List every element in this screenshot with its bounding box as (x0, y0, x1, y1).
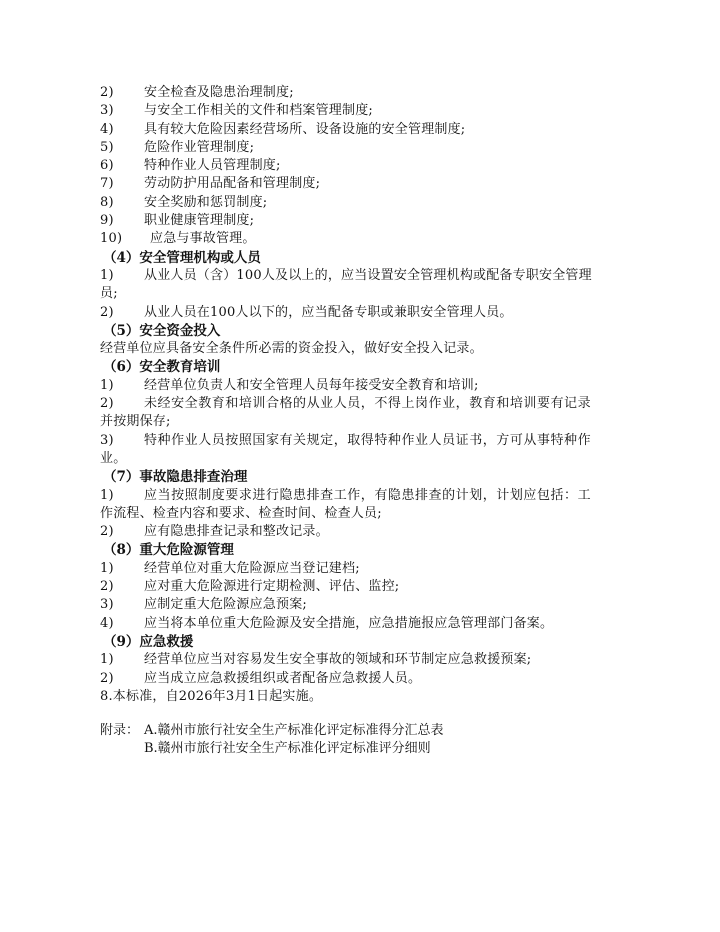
list-item (100, 395, 628, 413)
list-item (100, 121, 628, 139)
list-text: 劳动防护用品配备和管理制度; (144, 176, 321, 192)
list-text-continued: 并按期保存; (100, 414, 171, 430)
list-text: 经营单位应当对容易发生安全事故的领域和环节制定应急救援预案; (144, 652, 532, 668)
list-number: 2) (100, 396, 114, 412)
spacer (100, 706, 628, 722)
list-text: 应当成立应急救援组织或者配备应急救援人员。 (144, 670, 422, 686)
list-text: 特种作业人员管理制度; (144, 158, 281, 174)
list-text: 应有隐患排查记录和整改记录。 (144, 524, 329, 540)
list-text: 应急与事故管理。 (150, 231, 256, 247)
list-number: 1) (100, 267, 114, 283)
section-heading: （4）安全管理机构或人员 (103, 249, 261, 266)
list-text: 具有较大危险因素经营场所、设备设施的安全管理制度; (144, 121, 466, 137)
list-item (100, 670, 628, 688)
section-heading: （6）安全教育培训 (103, 359, 221, 376)
appendix-item-b: B.赣州市旅行社安全生产标准化评定标准评分细则 (144, 741, 431, 757)
effective-date-clause: 8.本标准，自2026年3月1日起实施。 (100, 688, 323, 704)
list-number: 2) (100, 670, 114, 686)
list-item (100, 523, 628, 541)
list-text: 特种作业人员按照国家有关规定，取得特种作业人员证书，方可从事特种作 (144, 432, 592, 448)
list-text: 未经安全教育和培训合格的从业人员，不得上岗作业，教育和培训要有记录 (144, 396, 592, 412)
list-text: 危险作业管理制度; (144, 139, 255, 155)
list-item (100, 267, 628, 285)
list-item (100, 615, 628, 633)
list-item (100, 487, 628, 505)
list-text-continued: 业。 (100, 450, 127, 466)
list-text-continued: 员; (100, 286, 118, 302)
list-number: 1) (100, 487, 114, 503)
list-text: 应制定重大危险源应急预案; (144, 597, 307, 613)
list-text-continued: 作流程、检查内容和要求、检查时间、检查人员; (100, 505, 382, 521)
list-number: 9) (100, 213, 114, 229)
list-text: 经营单位负责人和安全管理人员每年接受安全教育和培训; (144, 377, 479, 393)
section-heading: （7）事故隐患排查治理 (103, 469, 248, 486)
appendix-item-a: A.赣州市旅行社安全生产标准化评定标准得分汇总表 (144, 723, 444, 739)
list-item (100, 175, 628, 193)
list-number: 3) (100, 597, 114, 613)
section-heading: （9）应急救援 (103, 633, 194, 650)
list-text: 应当将本单位重大危险源及安全措施，应急措施报应急管理部门备案。 (144, 615, 554, 631)
list-item (100, 432, 628, 450)
list-text: 与安全工作相关的文件和档案管理制度; (144, 103, 373, 119)
section-heading: （8）重大危险源管理 (103, 542, 234, 559)
list-number: 2) (100, 524, 114, 540)
list-item (100, 377, 628, 395)
list-text: 应当按照制度要求进行隐患排查工作，有隐患排查的计划，计划应包括：工 (144, 487, 592, 503)
list-item (100, 304, 628, 322)
list-number: 1) (100, 652, 114, 668)
section-heading: （5）安全资金投入 (103, 322, 221, 339)
list-number: 6) (100, 158, 114, 174)
list-number: 4) (100, 121, 114, 137)
list-number: 1) (100, 377, 114, 393)
list-text: 安全奖励和惩罚制度; (144, 194, 268, 210)
paragraph: 经营单位应具备安全条件所必需的资金投入，做好安全投入记录。 (100, 341, 483, 357)
appendix-line (100, 722, 628, 740)
list-item (100, 194, 628, 212)
list-item (100, 651, 628, 669)
list-number: 4) (100, 615, 114, 631)
list-number: 3) (100, 432, 114, 448)
list-number: 10) (100, 231, 123, 247)
list-text: 应对重大危险源进行定期检测、评估、监控; (144, 579, 400, 595)
list-text: 职业健康管理制度; (144, 213, 255, 229)
list-number: 1) (100, 560, 114, 576)
list-number: 8) (100, 194, 114, 210)
list-item (100, 102, 628, 120)
list-item (100, 230, 628, 248)
document-body (100, 84, 628, 759)
list-item (100, 84, 628, 102)
list-text: 从业人员在100人以下的，应当配备专职或兼职安全管理人员。 (144, 304, 513, 320)
appendix-line (100, 740, 628, 758)
list-item (100, 578, 628, 596)
list-number: 2) (100, 579, 114, 595)
list-item (100, 212, 628, 230)
list-number: 3) (100, 103, 114, 119)
list-number: 2) (100, 304, 114, 320)
list-item (100, 560, 628, 578)
list-number: 7) (100, 176, 114, 192)
list-text: 从业人员（含）100人及以上的，应当设置安全管理机构或配备专职安全管理 (144, 267, 592, 283)
list-text: 经营单位对重大危险源应当登记建档; (144, 560, 360, 576)
list-number: 5) (100, 139, 114, 155)
list-item (100, 139, 628, 157)
list-number: 2) (100, 85, 114, 100)
list-text: 安全检查及隐患治理制度; (144, 85, 294, 100)
appendix-label: 附录： (100, 723, 140, 739)
list-item (100, 596, 628, 614)
list-item (100, 157, 628, 175)
